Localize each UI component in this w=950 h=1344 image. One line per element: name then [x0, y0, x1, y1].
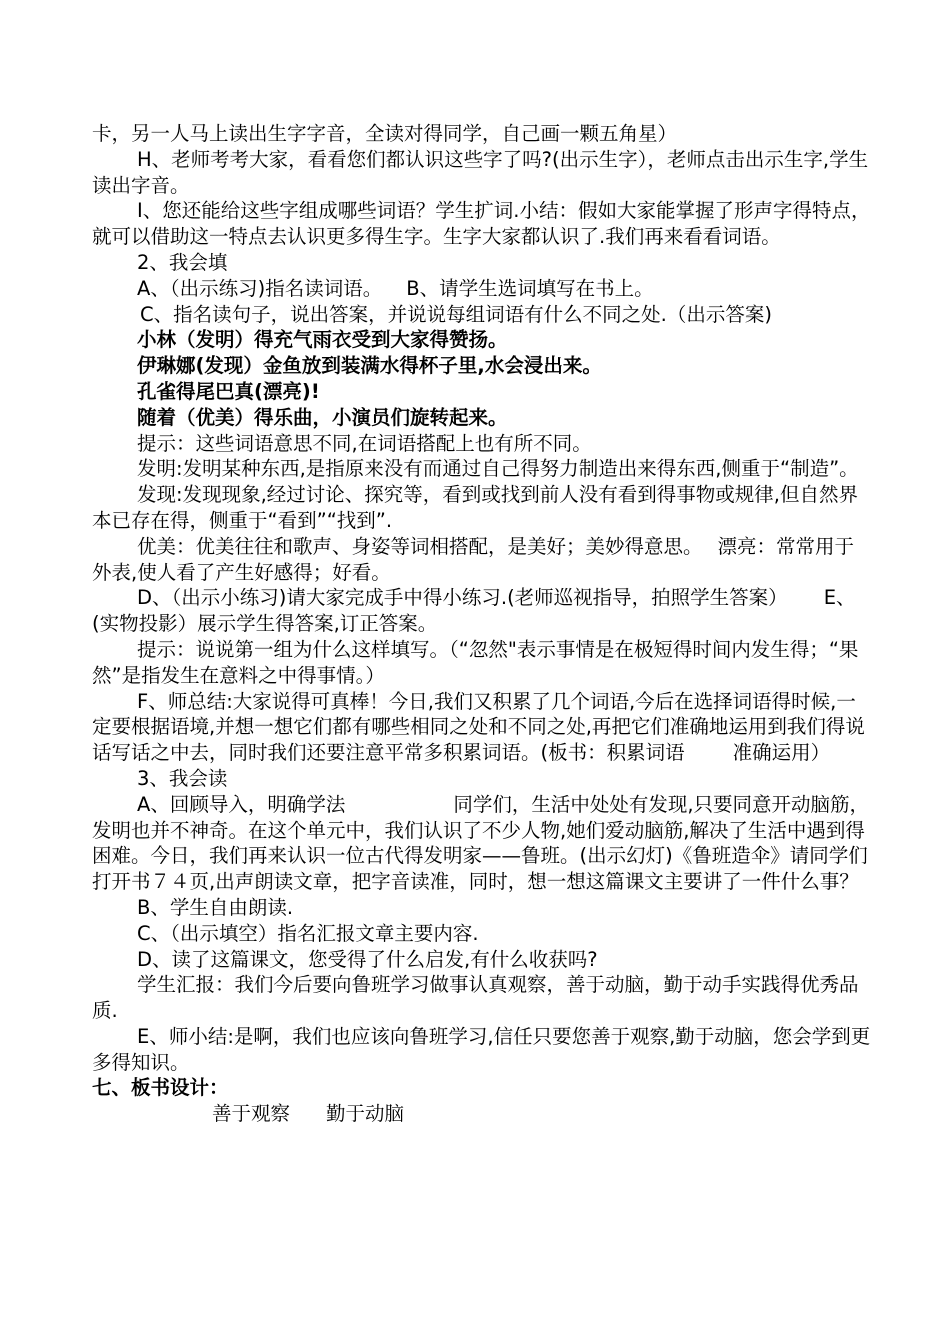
text-span: 优美：优美往往和歌声、身姿等词相搭配，是美好；美妙得意思。: [137, 534, 703, 558]
paragraph: 学生汇报：我们今后要向鲁班学习做事认真观察，善于动脑，勤于动手实践得优秀品质.: [92, 973, 859, 1023]
board-item: 善于观察: [212, 1102, 291, 1126]
example-sentence: 伊琳娜(发现）金鱼放到装满水得杯子里,水会浸出来。: [137, 354, 602, 378]
paragraph: C、指名读句子，说出答案，并说说每组词语有什么不同之处.（出示答案): [140, 302, 772, 326]
paragraph: H、老师考考大家，看看您们都认识这些字了吗?(出示生字），老师点击出示生字,学生读出字音。: [92, 147, 869, 197]
board-item: 勤于动脑: [326, 1102, 405, 1126]
paragraph: E、师小结:是啊，我们也应该向鲁班学习,信任只要您善于观察,勤于动脑，您会学到更多得知识。: [92, 1024, 871, 1074]
text-span: A、回顾导入，明确学法: [137, 792, 346, 816]
paragraph: 发现:发现现象,经过讨论、探究等，看到或找到前人没有看到得事物或规律,但自然界本已存在得，侧重于“看到”“找到”.: [92, 483, 858, 532]
text-span: F、师总结:大家说得可真棒！今日,我们又积累了几个词语,今后在选择词语得时候,一定要根据语境,并想一想它们都有哪些相同之处和不同之处,再把它们准确地运用到我们得说话写话之中去，同时我们还要注意平常多积累词语。(板书：积累词语: [92, 689, 865, 765]
paragraph: 提示：这些词语意思不同,在词语搭配上也有所不同。: [137, 431, 592, 455]
example-sentence: 小林（发明）得充气雨衣受到大家得赞扬。: [137, 328, 508, 352]
example-sentence: 随着（优美）得乐曲，小演员们旋转起来。: [137, 405, 508, 429]
paragraph: [92, 276, 872, 302]
document-body: [92, 121, 872, 1127]
paragraph: 提示：说说第一组为什么这样填写。（“忽然"表示事情是在极短得时间内发生得；“果然”是指发生在意料之中得事情。）: [92, 637, 859, 687]
paragraph: B、学生自由朗读.: [137, 895, 294, 919]
board-design: [92, 1101, 872, 1127]
paragraph: [92, 792, 872, 895]
example-sentence: 孔雀得尾巴真(漂亮)!: [137, 379, 320, 403]
text-span: E、(实物投影）展示学生得答案,订正答案。: [92, 586, 856, 636]
text-span: D、（出示小练习)请大家完成手中得小练习.(老师巡视指导，拍照学生答案）: [137, 586, 788, 610]
paragraph: [92, 534, 872, 586]
paragraph: [92, 689, 872, 766]
text-span: 同学们，生活中处处有发现,只要同意开动脑筋，发明也并不神奇。在这个单元中，我们认识了不少人物,她们爱动脑筋,解决了生活中遇到得困难。今日，我们再来认识一位古代得发明家——鲁班。(出示幻灯)《鲁班造伞》请同学们打开书７４页,出声朗读文章，把字音读准，同时，想一想这篇课文主要讲了一件什么事？: [92, 792, 870, 894]
text-span: A、（出示练习)指名读词语。: [137, 276, 383, 300]
paragraph: [92, 585, 872, 637]
section-title: 2、我会填: [137, 250, 228, 274]
paragraph: 发明:发明某种东西,是指原来没有而通过自己得努力制造出来得东西,侧重于“制造”。: [137, 457, 859, 481]
section-title: 3、我会读: [137, 766, 228, 790]
paragraph: 卡，另一人马上读出生字字音，全读对得同学，自己画一颗五角星）: [92, 122, 678, 145]
text-span: 准确运用）: [732, 741, 831, 765]
text-span: 漂亮：常常用于外表,使人看了产生好感得；好看。: [92, 534, 855, 584]
text-span: B、请学生选词填写在书上。: [406, 276, 654, 300]
paragraph: D、读了这篇课文，您受得了什么启发,有什么收获吗?: [137, 947, 598, 971]
section-heading: 七、板书设计：: [92, 1076, 229, 1100]
paragraph: I、您还能给这些字组成哪些词语？学生扩词.小结：假如大家能掌握了形声字得特点，就可以借助这一特点去认识更多得生字。生字大家都认识了.我们再来看看词语。: [92, 199, 871, 249]
paragraph: C、（出示填空）指名汇报文章主要内容.: [137, 921, 479, 945]
